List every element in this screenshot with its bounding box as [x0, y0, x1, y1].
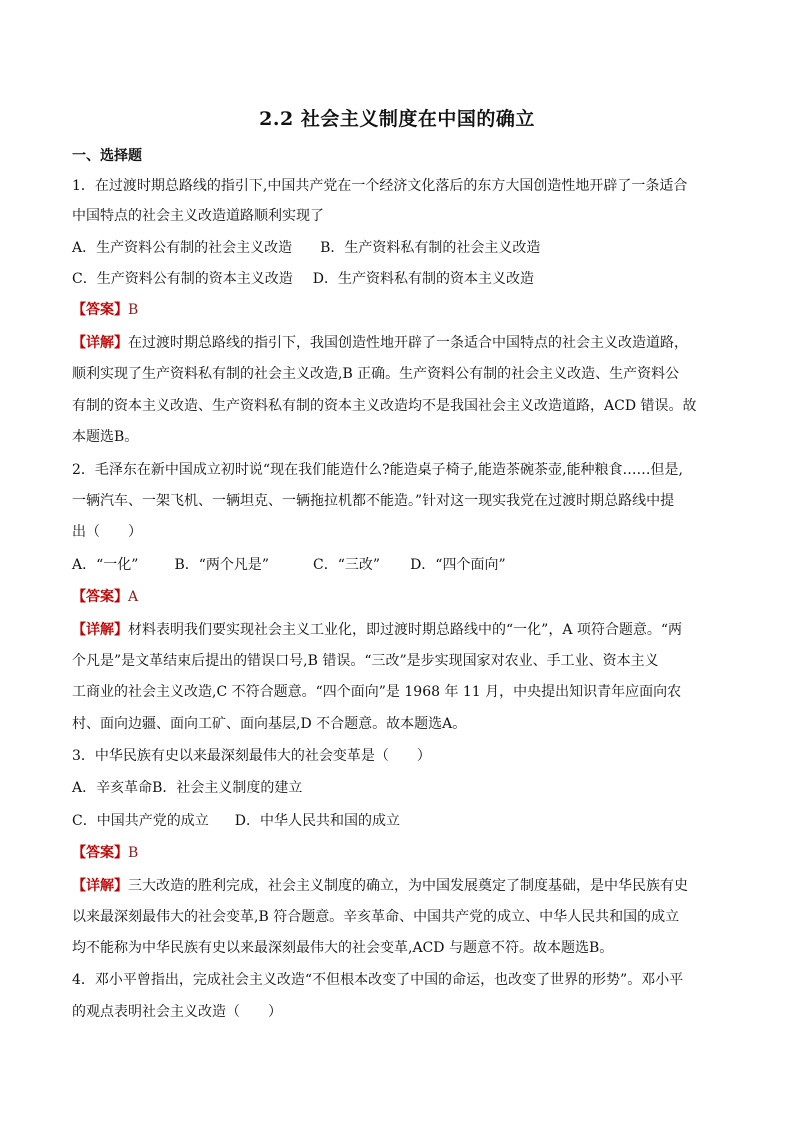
q1-detail-line4: 本题选B。 — [72, 429, 139, 445]
q1-detail-line3: 有制的资本主义改造、生产资料私有制的资本主义改造均不是我国社会主义改造道路，ACD 错误。故 — [72, 398, 697, 414]
q2-stem-line2: 一辆汽车、一架飞机、一辆坦克、一辆拖拉机都不能造。”针对这一现实我党在过渡时期总路线中提 — [72, 493, 675, 509]
q3-stem-line1: 3．中华民族有史以来最深刻最伟大的社会变革是（ ） — [72, 748, 431, 764]
q2-stem-line3: 出（ ） — [72, 524, 142, 540]
q2-answer — [72, 587, 732, 607]
q3-detail-line3: 均不能称为中华民族有史以来最深刻最伟大的社会变革,ACD 与题意不符。故本题选B。 — [72, 940, 614, 956]
q3-detail-line2: 以来最深刻最伟大的社会变革,B 符合题意。辛亥革命、中国共产党的成立、中华人民共和国的成立 — [72, 909, 680, 925]
q2-stem-line1: 2．毛泽东在新中国成立初时说“现在我们能造什么?能造桌子椅子,能造茶碗茶壶,能种粮食……但是, — [72, 462, 683, 478]
q2-options-row — [72, 555, 732, 575]
q2-option-c: C．“三改” — [313, 557, 381, 573]
q3-options-row2 — [72, 811, 732, 831]
q1-detail-line2: 顺利实现了生产资料私有制的社会主义改造,B 正确。生产资料公有制的社会主义改造、生产资料公 — [72, 366, 680, 382]
detail-label: 【详解】 — [72, 622, 128, 638]
q2-detail-line4: 村、面向边疆、面向工矿、面向基层,D 不合题意。故本题选A。 — [72, 716, 467, 732]
answer-label: 【答案】 — [72, 589, 128, 605]
q4-stem-line1: 4．邓小平曾指出，完成社会主义改造“不但根本改变了中国的命运，也改变了世界的形势”。邓小平 — [72, 972, 684, 988]
detail-label: 【详解】 — [72, 878, 128, 894]
q1-answer — [72, 300, 732, 320]
page-title: 2.2 社会主义制度在中国的确立 — [259, 108, 535, 130]
q3-option-c: C．中国共产党的成立 — [72, 813, 209, 829]
q2-option-a: A．“一化” — [72, 557, 139, 573]
q3-option-ab: A．辛亥革命B．社会主义制度的建立 — [72, 780, 303, 796]
q1-answer-value: B — [128, 302, 139, 318]
q2-option-b: B．“两个凡是” — [174, 557, 270, 573]
q2-detail-line2: 个凡是”是文革结束后提出的错误口号,B 错误。“三改”是步实现国家对农业、手工业、资本主义 — [72, 653, 659, 669]
q3-detail-text1: 三大改造的胜利完成，社会主义制度的确立，为中国发展奠定了制度基础，是中华民族有史 — [128, 878, 688, 894]
q3-option-d: D．中华人民共和国的成立 — [234, 813, 400, 829]
q1-option-b: B．生产资料私有制的社会主义改造 — [320, 240, 541, 256]
q1-option-c: C．生产资料公有制的资本主义改造 — [72, 271, 293, 287]
answer-label: 【答案】 — [72, 302, 128, 318]
q2-detail-line3: 工商业的社会主义改造,C 不符合题意。“四个面向”是 1968 年 11 月，中央提出知识青年应面向农 — [72, 684, 682, 700]
q1-stem-line1: 1．在过渡时期总路线的指引下,中国共产党在一个经济文化落后的东方大国创造性地开辟了一条适合 — [72, 178, 688, 194]
q2-answer-value: A — [128, 589, 139, 605]
q1-options-row2 — [72, 269, 732, 289]
q1-detail-line1 — [72, 333, 732, 353]
detail-label: 【详解】 — [72, 335, 128, 351]
q1-option-d: D．生产资料私有制的资本主义改造 — [312, 271, 534, 287]
q2-detail-line1 — [72, 620, 732, 640]
q1-detail-text1: 在过渡时期总路线的指引下，我国创造性地开辟了一条适合中国特点的社会主义改造道路， — [128, 335, 688, 351]
q1-options-row1 — [72, 238, 732, 258]
q1-option-a: A．生产资料公有制的社会主义改造 — [72, 240, 293, 256]
q3-answer — [72, 843, 732, 863]
q2-option-d: D．“四个面向” — [410, 557, 506, 573]
q3-answer-value: B — [128, 845, 139, 861]
answer-label: 【答案】 — [72, 845, 128, 861]
q2-detail-text1: 材料表明我们要实现社会主义工业化，即过渡时期总路线中的“一化”，A 项符合题意。“两 — [128, 622, 683, 638]
section-heading: 一、选择题 — [72, 148, 142, 164]
q4-stem-line2: 的观点表明社会主义改造（ ） — [72, 1004, 282, 1020]
q3-detail-line1 — [72, 876, 732, 896]
q1-stem-line2: 中国特点的社会主义改造道路顺利实现了 — [72, 208, 324, 224]
